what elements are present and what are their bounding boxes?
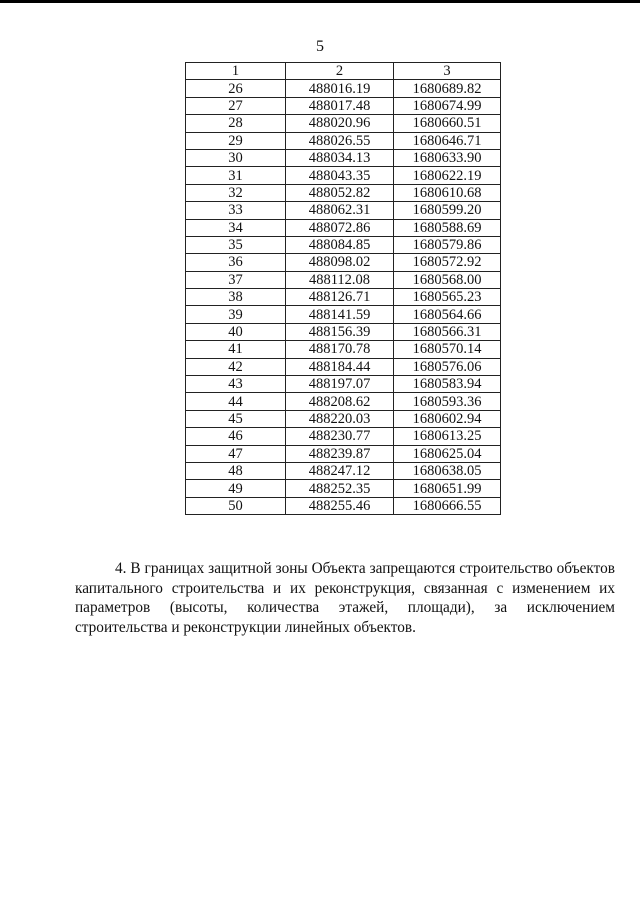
x-coordinate-cell: 488184.44 [286, 358, 394, 375]
y-coordinate-cell: 1680625.04 [394, 445, 501, 462]
y-coordinate-cell: 1680689.82 [394, 80, 501, 97]
point-number-cell: 35 [186, 236, 286, 253]
y-coordinate-cell: 1680570.14 [394, 341, 501, 358]
x-coordinate-cell: 488034.13 [286, 149, 394, 166]
table-row [186, 480, 501, 497]
y-coordinate-cell: 1680666.55 [394, 497, 501, 514]
x-coordinate-cell: 488239.87 [286, 445, 394, 462]
y-coordinate-cell: 1680651.99 [394, 480, 501, 497]
column-header-2: 2 [286, 63, 394, 80]
point-number-cell: 27 [186, 97, 286, 114]
point-number-cell: 48 [186, 462, 286, 479]
table-row [186, 271, 501, 288]
table-row [186, 393, 501, 410]
y-coordinate-cell: 1680579.86 [394, 236, 501, 253]
table-row [186, 376, 501, 393]
table-row [186, 306, 501, 323]
point-number-cell: 46 [186, 428, 286, 445]
y-coordinate-cell: 1680583.94 [394, 376, 501, 393]
point-number-cell: 47 [186, 445, 286, 462]
table-row [186, 97, 501, 114]
x-coordinate-cell: 488020.96 [286, 115, 394, 132]
point-number-cell: 41 [186, 341, 286, 358]
y-coordinate-cell: 1680613.25 [394, 428, 501, 445]
point-number-cell: 34 [186, 219, 286, 236]
point-number-cell: 29 [186, 132, 286, 149]
table-row [186, 289, 501, 306]
table-row [186, 358, 501, 375]
table-row [186, 428, 501, 445]
x-coordinate-cell: 488230.77 [286, 428, 394, 445]
table-row [186, 497, 501, 514]
point-number-cell: 42 [186, 358, 286, 375]
x-coordinate-cell: 488017.48 [286, 97, 394, 114]
table-row [186, 202, 501, 219]
page-top-edge [0, 0, 640, 3]
point-number-cell: 45 [186, 410, 286, 427]
x-coordinate-cell: 488197.07 [286, 376, 394, 393]
x-coordinate-cell: 488156.39 [286, 323, 394, 340]
column-header-1: 1 [186, 63, 286, 80]
y-coordinate-cell: 1680599.20 [394, 202, 501, 219]
y-coordinate-cell: 1680610.68 [394, 184, 501, 201]
y-coordinate-cell: 1680576.06 [394, 358, 501, 375]
point-number-cell: 30 [186, 149, 286, 166]
y-coordinate-cell: 1680646.71 [394, 132, 501, 149]
coordinates-table-body [186, 63, 501, 515]
column-header-3: 3 [394, 63, 501, 80]
x-coordinate-cell: 488112.08 [286, 271, 394, 288]
table-row [186, 236, 501, 253]
table-row [186, 115, 501, 132]
table-row [186, 167, 501, 184]
point-number-cell: 38 [186, 289, 286, 306]
y-coordinate-cell: 1680568.00 [394, 271, 501, 288]
x-coordinate-cell: 488141.59 [286, 306, 394, 323]
y-coordinate-cell: 1680602.94 [394, 410, 501, 427]
x-coordinate-cell: 488062.31 [286, 202, 394, 219]
y-coordinate-cell: 1680638.05 [394, 462, 501, 479]
y-coordinate-cell: 1680566.31 [394, 323, 501, 340]
y-coordinate-cell: 1680593.36 [394, 393, 501, 410]
point-number-cell: 40 [186, 323, 286, 340]
point-number-cell: 32 [186, 184, 286, 201]
x-coordinate-cell: 488252.35 [286, 480, 394, 497]
page-number: 5 [316, 38, 324, 55]
y-coordinate-cell: 1680564.66 [394, 306, 501, 323]
x-coordinate-cell: 488026.55 [286, 132, 394, 149]
x-coordinate-cell: 488255.46 [286, 497, 394, 514]
table-row [186, 254, 501, 271]
point-number-cell: 36 [186, 254, 286, 271]
table-row [186, 80, 501, 97]
point-number-cell: 28 [186, 115, 286, 132]
x-coordinate-cell: 488208.62 [286, 393, 394, 410]
y-coordinate-cell: 1680622.19 [394, 167, 501, 184]
x-coordinate-cell: 488247.12 [286, 462, 394, 479]
x-coordinate-cell: 488072.86 [286, 219, 394, 236]
point-number-cell: 26 [186, 80, 286, 97]
x-coordinate-cell: 488126.71 [286, 289, 394, 306]
table-row [186, 445, 501, 462]
x-coordinate-cell: 488084.85 [286, 236, 394, 253]
point-number-cell: 33 [186, 202, 286, 219]
x-coordinate-cell: 488052.82 [286, 184, 394, 201]
table-row [186, 410, 501, 427]
y-coordinate-cell: 1680660.51 [394, 115, 501, 132]
point-number-cell: 39 [186, 306, 286, 323]
point-number-cell: 37 [186, 271, 286, 288]
x-coordinate-cell: 488043.35 [286, 167, 394, 184]
table-row [186, 132, 501, 149]
table-header-row [186, 63, 501, 80]
y-coordinate-cell: 1680572.92 [394, 254, 501, 271]
point-number-cell: 31 [186, 167, 286, 184]
coordinates-table [185, 62, 501, 515]
point-number-cell: 49 [186, 480, 286, 497]
table-row [186, 323, 501, 340]
table-row [186, 184, 501, 201]
table-row [186, 341, 501, 358]
x-coordinate-cell: 488220.03 [286, 410, 394, 427]
y-coordinate-cell: 1680565.23 [394, 289, 501, 306]
x-coordinate-cell: 488098.02 [286, 254, 394, 271]
table-row [186, 149, 501, 166]
y-coordinate-cell: 1680588.69 [394, 219, 501, 236]
y-coordinate-cell: 1680674.99 [394, 97, 501, 114]
point-number-cell: 44 [186, 393, 286, 410]
point-number-cell: 50 [186, 497, 286, 514]
table-row [186, 462, 501, 479]
y-coordinate-cell: 1680633.90 [394, 149, 501, 166]
restriction-paragraph: 4. В границах защитной зоны Объекта запрещаются строительство объектов капитального строительства и их реконструкция, связанная с изменением их параметров (высоты, количества этажей, площади), за исключением строительства и реконструкции линейных объектов. [75, 560, 615, 636]
point-number-cell: 43 [186, 376, 286, 393]
x-coordinate-cell: 488170.78 [286, 341, 394, 358]
table-row [186, 219, 501, 236]
x-coordinate-cell: 488016.19 [286, 80, 394, 97]
